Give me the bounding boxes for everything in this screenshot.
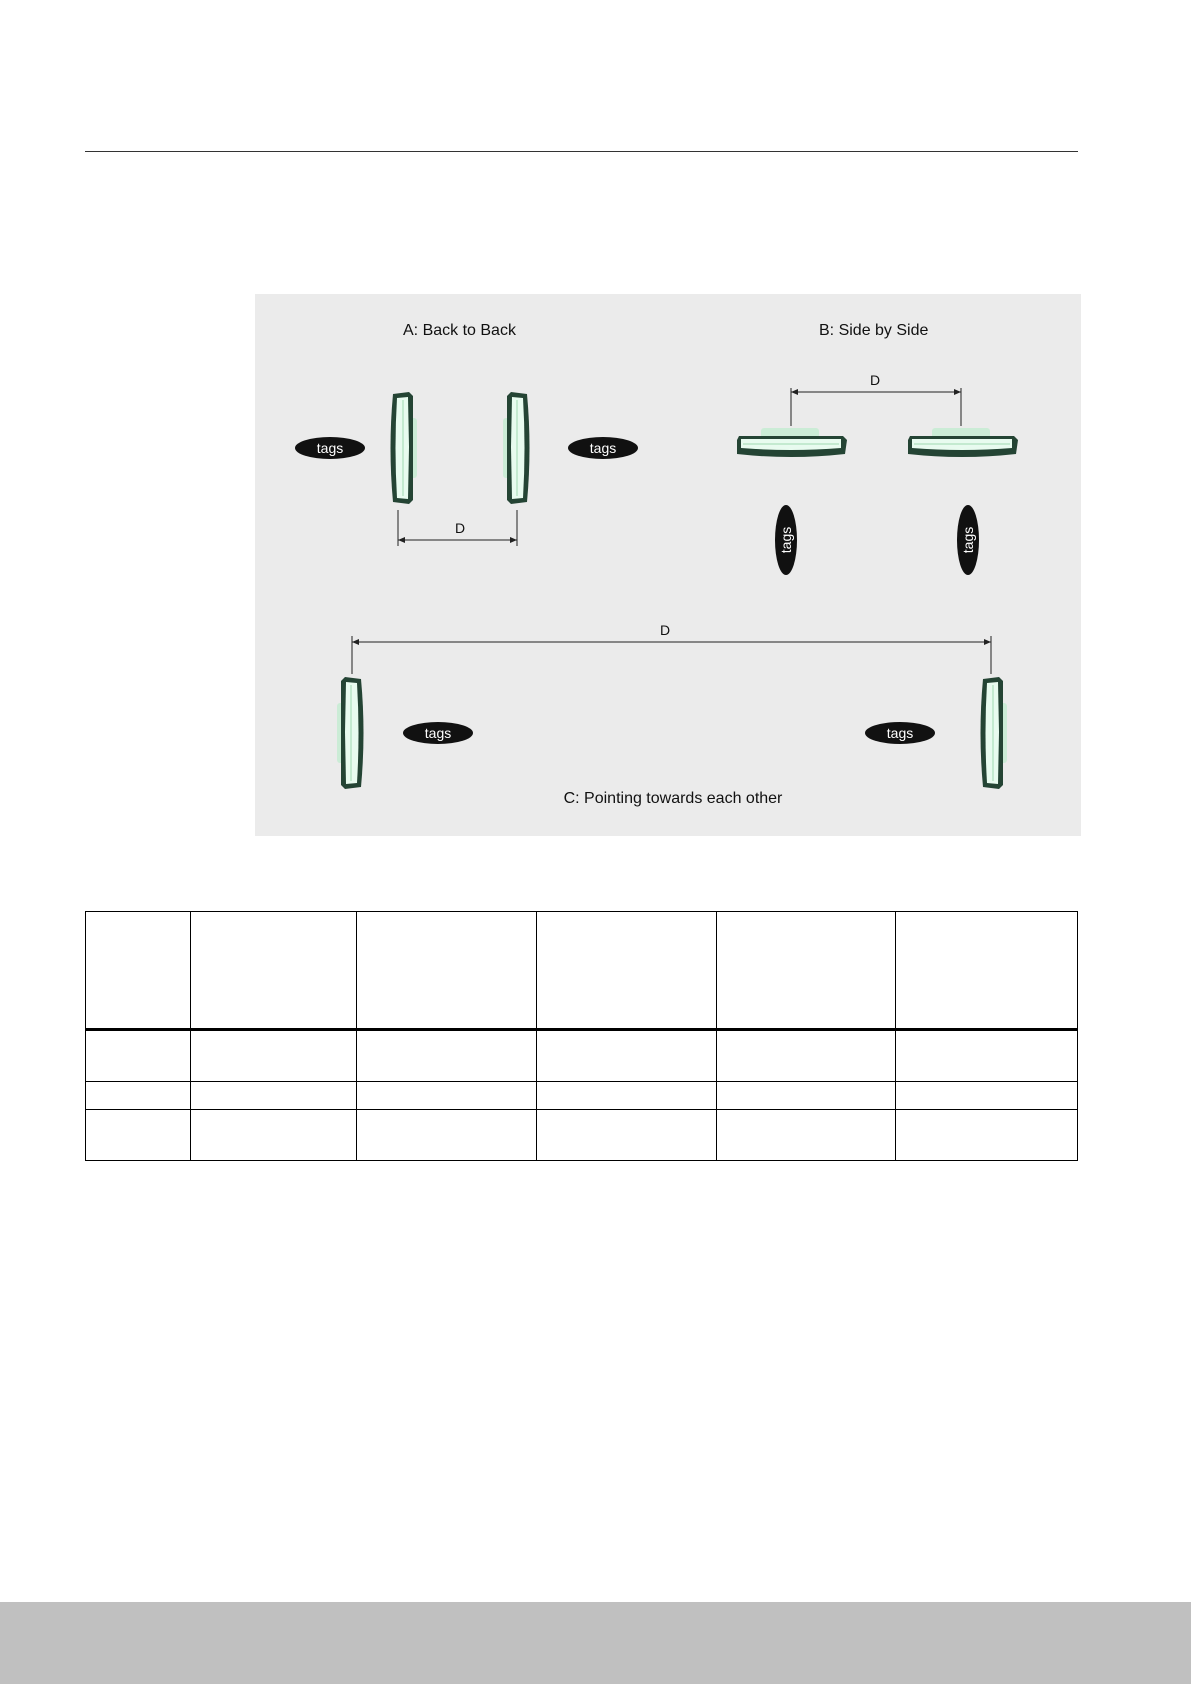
table-cell	[357, 1110, 537, 1161]
tag-label: tags	[424, 725, 452, 741]
table-cell	[537, 1110, 717, 1161]
table-cell	[86, 1030, 191, 1082]
table-header-row	[86, 912, 1078, 1030]
table-cell	[357, 1082, 537, 1110]
table-cell	[86, 1110, 191, 1161]
footer-band	[0, 1602, 1191, 1684]
table-cell	[86, 912, 191, 1030]
data-table	[85, 911, 1078, 1161]
distance-label-a: D	[454, 520, 466, 536]
table-cell	[537, 1030, 717, 1082]
table-cell	[896, 912, 1078, 1030]
table-cell	[717, 912, 896, 1030]
distance-label-c: D	[659, 622, 671, 638]
table-cell	[896, 1030, 1078, 1082]
tag-label: tags	[316, 440, 344, 456]
tag-label: tags	[886, 725, 914, 741]
table-cell	[191, 1110, 357, 1161]
table-cell	[191, 912, 357, 1030]
caption-pointing: C: Pointing towards each other	[563, 790, 783, 807]
table-cell	[896, 1110, 1078, 1161]
table-row	[86, 1110, 1078, 1161]
table-cell	[191, 1082, 357, 1110]
header-rule	[85, 151, 1078, 152]
figure-background	[255, 294, 1081, 836]
distance-label-b: D	[869, 372, 881, 388]
table-cell	[896, 1082, 1078, 1110]
table-cell	[717, 1030, 896, 1082]
table-cell	[537, 1082, 717, 1110]
table-cell	[537, 912, 717, 1030]
antenna-placement-figure	[255, 294, 1081, 836]
table-cell	[191, 1030, 357, 1082]
table-row	[86, 1030, 1078, 1082]
tag-label: tags	[589, 440, 617, 456]
table-cell	[717, 1110, 896, 1161]
table-cell	[357, 912, 537, 1030]
table-cell	[357, 1030, 537, 1082]
table-cell	[717, 1082, 896, 1110]
table-cell	[86, 1082, 191, 1110]
caption-side-by-side: B: Side by Side	[819, 322, 929, 339]
tag-label: tags	[778, 526, 794, 554]
tag-label: tags	[960, 526, 976, 554]
table-row	[86, 1082, 1078, 1110]
caption-back-to-back: A: Back to Back	[403, 322, 516, 339]
